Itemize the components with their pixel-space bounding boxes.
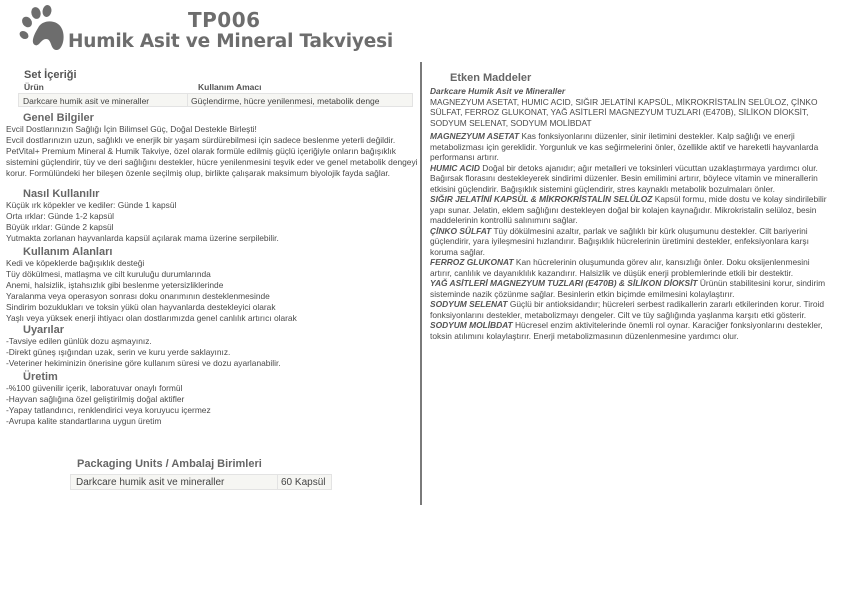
list-item: -Direkt güneş ışığından uzak, serin ve kuru yerde saklayınız. bbox=[6, 346, 231, 357]
list-item: Küçük ırk köpekler ve kediler: Günde 1 kapsül bbox=[6, 200, 177, 210]
list-item: Yaşlı veya yüksek enerji ihtiyacı olan dostlarımızda genel canlılık artırıcı olarak bbox=[6, 312, 297, 323]
ingredient-item bbox=[430, 278, 830, 299]
production-heading: Üretim bbox=[23, 371, 58, 383]
ingredient-description: Güçlü bir antioksidandır; hücreleri serbest radikallerin zararlı etkilerinden korur. Tiroid fonksiyonlarını destekler, metabolizmayı dengeler. Cilt ve tüy sağlığında yaşlanma karşıtı etki gösterir. bbox=[430, 299, 825, 320]
ingredient-item bbox=[430, 163, 830, 195]
ingredients-list: MAGNEZYUM ASETAT, HUMIC ACID, SIĞIR JELATİNİ KAPSÜL, MİKROKRİSTALİN SELÜLOZ, ÇİNKO SÜLFAT, FERROZ GLUKONAT, YAĞ ASİTLERİ MAGNEZYUM TUZLARI (E470B), SİLİKON DİOKSİT, SODYUM SELENAT, SODYUM MOLİBDAT bbox=[430, 96, 818, 128]
set-contents-heading: Set İçeriği bbox=[24, 69, 77, 81]
list-item: Kedi ve köpeklerde bağışıklık desteği bbox=[6, 258, 145, 268]
list-item: -Tavsiye edilen günlük dozu aşmayınız. bbox=[6, 336, 152, 346]
paw-icon bbox=[18, 5, 68, 55]
general-info-heading: Genel Bilgiler bbox=[23, 112, 94, 124]
ingredient-item bbox=[430, 257, 830, 278]
list-item: Yutmakta zorlanan hayvanlarda kapsül açılarak mama üzerine serpilebilir. bbox=[6, 232, 279, 243]
ingredient-description: Ürünün stabilitesini korur, sindirim sisteminde nazik çözünme sağlar. Besinlerin etkin biçimde emilmesini kolaylaştırır. bbox=[430, 278, 826, 299]
list-item: Anemi, halsizlik, iştahsızlık gibi beslenme yetersizliklerinde bbox=[6, 279, 224, 290]
packaging-quantity-cell: 60 Kapsül bbox=[281, 477, 326, 488]
ingredients-subtitle: Darkcare Humik Asit ve Mineraller bbox=[430, 86, 566, 96]
active-ingredients-heading: Etken Maddeler bbox=[450, 72, 532, 84]
column-header-purpose: Kullanım Amacı bbox=[198, 82, 262, 92]
ingredient-name: HUMIC ACID bbox=[430, 162, 480, 173]
column-divider bbox=[420, 62, 422, 505]
ingredient-name: SODYUM MOLİBDAT bbox=[430, 320, 513, 330]
ingredient-name: SODYUM SELENAT bbox=[430, 299, 508, 309]
warnings-section bbox=[6, 324, 418, 369]
list-item: -Avrupa kalite standartlarına uygun üretim bbox=[6, 415, 162, 426]
ingredient-item bbox=[430, 194, 830, 226]
warnings-heading: Uyarılar bbox=[23, 324, 64, 336]
list-item: -Hayvan sağlığına özel geliştirilmiş doğal aktifler bbox=[6, 393, 185, 404]
general-info-paragraph: Evcil dostlarınızın uzun, sağlıklı ve enerjik bir yaşam sürdürebilmesi için sadece beslenme yeterli değildir. PetVital+ Premium Mineral & Humik Takviye, özel olarak formüle edilmiş güçlü içeriğiyle onların bağışıklık sistemini güçlendirir, tüy ve deri sağlığını destekler, hücre yenilenmesini teşvik eder ve genel metabolik dengeyi korur. Formülündeki her bileşen özenle seçilmiş olup, birlikte çalışarak maksimum biyolojik fayda sağlar. bbox=[6, 134, 418, 178]
general-info-section bbox=[6, 112, 418, 179]
ingredient-name: YAĞ ASİTLERİ MAGNEZYUM TUZLARI (E470B) & SİLİKON DİOKSİT bbox=[430, 278, 698, 288]
packaging-product-cell: Darkcare humik asit ve mineraller bbox=[71, 475, 278, 489]
list-item: -%100 güvenilir içerik, laboratuvar onaylı formül bbox=[6, 383, 183, 393]
ingredient-name: MAGNEZYUM ASETAT bbox=[430, 131, 520, 141]
how-to-use-section bbox=[6, 188, 418, 244]
list-item: Sindirim bozuklukları ve toksin yükü olan hayvanlarda destekleyici olarak bbox=[6, 301, 276, 312]
column-header-product: Ürün bbox=[24, 82, 44, 92]
ingredient-name: ÇİNKO SÜLFAT bbox=[430, 225, 492, 236]
product-code: TP006 bbox=[188, 8, 261, 32]
list-item: Orta ırklar: Günde 1-2 kapsül bbox=[6, 210, 114, 221]
list-item: Büyük ırklar: Günde 2 kapsül bbox=[6, 221, 114, 232]
ingredient-name: FERROZ GLUKONAT bbox=[430, 257, 514, 267]
ingredient-description: Kas fonksiyonlarını düzenler, sinir iletimini destekler. Kalp sağlığı ve enerji metabolizması için gereklidir. Yorgunluk ve kas seğirmelerini önler, özellikle aktif ve hareketli hayvanlarda performansı artırır. bbox=[430, 131, 819, 162]
usage-areas-section bbox=[6, 246, 418, 323]
production-section bbox=[6, 371, 418, 427]
how-to-use-heading: Nasıl Kullanılır bbox=[23, 188, 100, 200]
list-item: -Yapay tatlandırıcı, renklendirici veya koruyucu içermez bbox=[6, 404, 211, 415]
active-ingredients-section bbox=[430, 72, 830, 341]
usage-areas-heading: Kullanım Alanları bbox=[23, 246, 113, 258]
ingredient-item bbox=[430, 320, 830, 341]
purpose-cell: Güçlendirme, hücre yenilenmesi, metabolik denge bbox=[191, 96, 380, 106]
ingredient-item bbox=[430, 299, 830, 320]
packaging-heading: Packaging Units / Ambalaj Birimleri bbox=[77, 458, 262, 470]
list-item: Tüy dökülmesi, matlaşma ve cilt kuruluğu durumlarında bbox=[6, 268, 211, 279]
ingredient-name: SIĞIR JELATİNİ KAPSÜL & MİKROKRİSTALİN SELÜLOZ bbox=[430, 194, 653, 204]
ingredient-description: Kan hücrelerinin oluşumunda görev alır, kansızlığı önler. Doku oksijenlenmesini artırır, canlılık ve dayanıklılık kazandırır. Halsizlik ve düşük enerji problemlerinde etkili bir destektir. bbox=[430, 257, 810, 278]
product-cell: Darkcare humik asit ve mineraller bbox=[19, 94, 188, 106]
ingredient-item bbox=[430, 131, 830, 163]
list-item: -Veteriner hekiminizin önerisine göre kullanım süresi ve dozu ayarlanabilir. bbox=[6, 357, 281, 368]
set-contents-table-row bbox=[18, 93, 413, 107]
ingredient-description: Doğal bir detoks ajanıdır; ağır metalleri ve toksinleri vücuttan uzaklaştırmaya yardımcı olur. Bağırsak florasını destekleyerek sindirimi düzenler. Besin emilimini artırır, böylece vitamin ve minerallerin etkisini güçlendirir. Bağışıklık sistemini güçlendirir, stres kaynaklı metabolik bozulmaları önler. bbox=[430, 162, 818, 194]
ingredient-item bbox=[430, 226, 830, 258]
ingredient-description: Hücresel enzim aktivitelerinde önemli rol oynar. Karaciğer fonksiyonlarını destekler, toksin atılımını kolaylaştırır. Enerji metabolizmasının düzenlenmesine yardımcı olur. bbox=[430, 320, 823, 341]
list-item: Yaralanma veya operasyon sonrası doku onarımının desteklenmesinde bbox=[6, 290, 270, 301]
product-title: Humik Asit ve Mineral Takviyesi bbox=[68, 31, 394, 52]
ingredient-description: Tüy dökülmesini azaltır, parlak ve sağlıklı bir kürk oluşumunu destekler. Cilt bariyerini güçlendirir, yara iyileşmesini hızlandırır. Bağışıklık hücrelerinin üretimini destekler, enfeksiyonlara karşı koruma sağlar. bbox=[430, 225, 809, 257]
ingredient-description: Kapsül formu, mide dostu ve kolay sindirilebilir yapı sunar. Jelatin, eklem sağlığını destekleyen doğal bir kolajen kaynağıdır. Mikrokristalin selüloz, besin maddelerinin kontrollü salınımını sağlar. bbox=[430, 194, 827, 225]
packaging-table-row bbox=[70, 474, 332, 490]
general-info-line: Evcil Dostlarınızın Sağlığı İçin Bilimsel Güç, Doğal Destekle Birleşti! bbox=[6, 124, 257, 134]
